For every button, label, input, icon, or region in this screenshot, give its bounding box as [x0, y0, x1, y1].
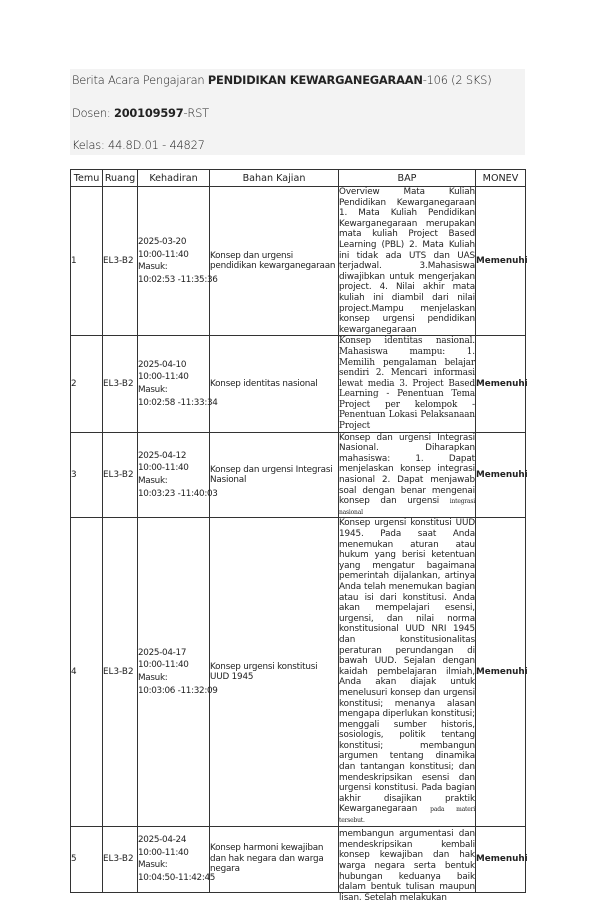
- cell-kehadiran: [138, 187, 218, 336]
- cell-bahan-kajian: Konsep harmoni kewajiban dan hak negara dan warga negara: [210, 826, 339, 892]
- session-date: 2025-04-24: [138, 834, 187, 845]
- cell-temu: 1: [71, 187, 103, 336]
- session-date: 2025-03-20: [138, 236, 187, 247]
- column-header-bahan-kajian: Bahan Kajian: [210, 170, 339, 187]
- checkin-label: Masuk:: [138, 384, 168, 395]
- course-name: PENDIDIKAN KEWARGANEGARAAN: [207, 73, 423, 87]
- cell-kehadiran: [138, 432, 218, 518]
- bap-text-tail: project.Mampu menjelaskan konsep urgensi pendidikan kewarganegaraan: [339, 303, 475, 335]
- checkin-time: 10:03:06 -11:32:09: [138, 685, 218, 696]
- cell-bahan-kajian: Konsep dan urgensi pendidikan kewarganegaraan: [210, 187, 339, 336]
- session-date: 2025-04-10: [138, 359, 187, 370]
- checkin-time: 10:02:58 -11:33:34: [138, 397, 218, 408]
- cell-ruang: EL3-B2: [103, 187, 138, 336]
- cell-bahan-kajian: Konsep identitas nasional: [210, 336, 339, 432]
- checkin-time: 10:04:50-11:42:45: [138, 872, 216, 883]
- lecturer-line: [72, 106, 209, 120]
- cell-bap: [339, 518, 476, 826]
- cell-monev: Memenuhi: [476, 518, 526, 826]
- checkin-label: Masuk:: [138, 262, 168, 273]
- lecturer-prefix: Dosen:: [72, 106, 114, 120]
- checkin-time: 10:03:23 -11:40:03: [138, 488, 218, 499]
- column-header-kehadiran: Kehadiran: [138, 170, 210, 187]
- lecturer-code: 200109597: [113, 106, 184, 120]
- title-prefix: Berita Acara Pengajaran: [72, 73, 208, 87]
- cell-monev: Memenuhi: [476, 336, 526, 432]
- checkin-label: Masuk:: [138, 476, 168, 487]
- session-date: 2025-04-12: [138, 450, 187, 461]
- cell-temu: 2: [71, 336, 103, 432]
- bap-text: Overview Mata Kuliah Pendidikan Kewarganegaraan 1. Mata Kuliah Pendidikan Kewarganegaraan merupakan mata kuliah Project Based Learning (PBL) 2. Mata Kuliah ini tidak ada UTS dan UAS terjadwal. 3.Mahasiswa diwajibkan untuk mengerjakan project. 4. Nilai akhir mata kuliah ini diambil dari nilai: [339, 187, 475, 303]
- cell-temu: 3: [71, 432, 103, 518]
- bap-text: Konsep dan urgensi Integrasi Nasional. Diharapkan mahasiswa: 1. Dapat menjelaskan konsep integrasi nasional 2. Dapat menjawab soal dengan benar mengenai konsep dan urgensi: [339, 432, 475, 507]
- session-time: 10:00-11:40: [138, 249, 189, 260]
- bap-text: membangun argumentasi dan mendeskripsikan kembali konsep kewajiban dan hak warga negara serta bentuk hubungan keduanya baik dalam bentuk tulisan maupun lisan. Setelah melakukan: [339, 829, 475, 903]
- bap-text-tail: pada materi tersebut.: [339, 806, 475, 825]
- cell-monev: Memenuhi: [476, 187, 526, 336]
- cell-bap: [339, 432, 476, 518]
- column-header-temu: Temu: [71, 170, 103, 187]
- session-time: 10:00-11:40: [138, 372, 189, 383]
- column-header-monev: MONEV: [476, 170, 526, 187]
- cell-ruang: EL3-B2: [103, 826, 138, 892]
- cell-bap: Konsep identitas nasional. Mahasiswa mampu: 1. Memilih pengalaman belajar sendiri 2. Mencari informasi lewat media 3. Project Based Learning - Penentuan Tema Project per kelompok - Penentuan Lokasi Pelaksanaan Project: [339, 336, 475, 432]
- course-suffix: -106 (2 SKS): [422, 73, 492, 87]
- table-header-row: [71, 170, 526, 187]
- cell-kehadiran: [138, 826, 216, 892]
- bap-text-tail: integrasi nasional: [339, 498, 475, 516]
- cell-ruang: EL3-B2: [103, 518, 138, 826]
- lecturer-suffix: -RST: [183, 106, 209, 120]
- session-date: 2025-04-17: [138, 647, 187, 658]
- cell-ruang: EL3-B2: [103, 336, 138, 432]
- course-title-line: [72, 73, 491, 87]
- cell-kehadiran: [138, 336, 218, 432]
- document-header: [70, 69, 525, 155]
- table-row: [71, 187, 526, 336]
- cell-bahan-kajian: Konsep dan urgensi Integrasi Nasional: [210, 432, 339, 518]
- cell-monev: Memenuhi: [476, 432, 526, 518]
- column-header-bap: BAP: [339, 170, 476, 187]
- cell-ruang: EL3-B2: [103, 432, 138, 518]
- column-header-ruang: Ruang: [103, 170, 138, 187]
- bap-text: Konsep urgensi konstitusi UUD 1945. Pada saat Anda menemukan aturan atau hukum yang berisi ketentuan yang mengatur bagaimana pemerintah dijalankan, artinya Anda telah menemukan bagian atau isi dari konstitusi. Anda akan mempelajari esensi, urgensi, dan nilai norma konstitusional UUD NRI 1945 dan konstitusionalitas peraturan perundangan di bawah UUD. Sejalan dengan kaidah pembelajaran ilmiah, Anda akan diajak untuk menelusuri konsep dan urgensi konstitusi; menanya alasan mengapa diperlukan konstitusi; menggali sumber historis, sosiologis, politik tentang konstitusi; membangun argumen tentang dinamika dan tantangan konstitusi; dan mendeskripsikan esensi dan urgensi konstitusi. Pada bagian akhir disajikan praktik Kewarganegaraan: [339, 518, 475, 815]
- teaching-record-table: [70, 169, 528, 903]
- session-time: 10:00-11:40: [138, 660, 189, 671]
- cell-bap: [339, 826, 476, 903]
- cell-temu: 4: [71, 518, 103, 826]
- session-time: 10:00-11:40: [138, 847, 189, 858]
- session-time: 10:00-11:40: [138, 463, 189, 474]
- cell-kehadiran: [138, 518, 218, 826]
- cell-monev: Memenuhi: [476, 826, 526, 892]
- table-row: [71, 518, 526, 826]
- table-row: [71, 432, 526, 518]
- cell-bap: [339, 187, 476, 336]
- checkin-label: Masuk:: [138, 673, 168, 684]
- checkin-label: Masuk:: [138, 860, 168, 871]
- cell-temu: 5: [71, 826, 103, 892]
- table-row: [71, 336, 526, 432]
- checkin-time: 10:02:53 -11:35:36: [138, 274, 218, 285]
- cell-bahan-kajian: Konsep urgensi konstitusi UUD 1945: [210, 518, 339, 826]
- table-row: [71, 826, 526, 892]
- class-line: Kelas: 44.8D.01 - 44827: [72, 138, 205, 152]
